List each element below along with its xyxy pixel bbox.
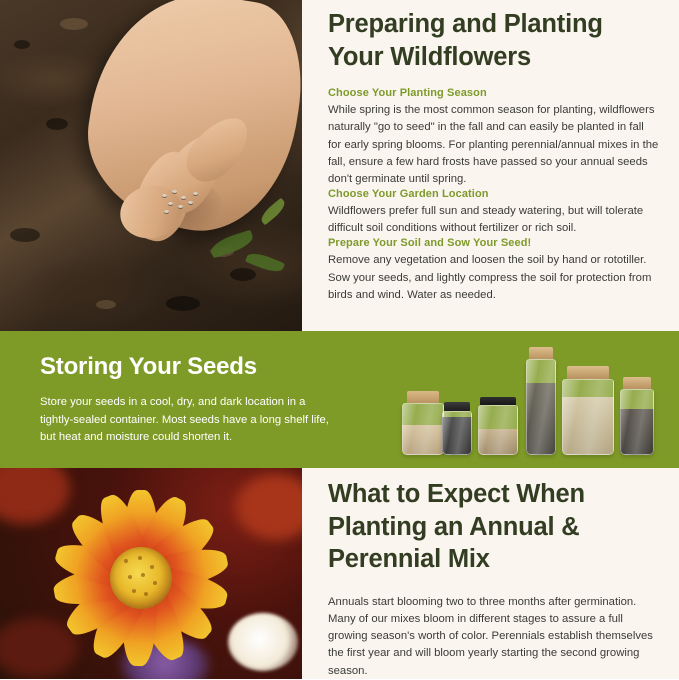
soil-clod	[10, 228, 40, 242]
seed-jar	[620, 389, 654, 455]
block-heading: Choose Your Garden Location	[328, 188, 489, 201]
jar-cork	[407, 391, 439, 403]
section-three-text-column	[328, 478, 660, 680]
soil-clod	[166, 296, 200, 311]
jar-cork	[529, 347, 553, 359]
seed-jar	[562, 379, 614, 455]
blanket-flower	[36, 488, 246, 668]
soil-clod	[46, 118, 68, 130]
section-storing-your-seeds	[0, 331, 679, 468]
soil-highlight	[96, 300, 116, 309]
section-two-title: Storing Your Seeds	[40, 353, 257, 380]
seed-jar	[526, 359, 556, 455]
section-what-to-expect	[0, 468, 679, 679]
hand-sowing-seeds-in-soil-photo	[0, 0, 302, 331]
jar-lid	[480, 397, 516, 405]
jar-lid	[444, 402, 470, 411]
block-body: Wildflowers prefer full sun and steady watering, but will tolerate difficult soil conditions without fertilizer or rich soil.	[328, 205, 644, 235]
soil-clod	[230, 268, 256, 281]
section-three-body: Annuals start blooming two to three months after germination. Many of our mixes bloom in different stages to assure a full growing season's worth of color. Perennials establish themselves the first year and will bloom yearly starting the second growing season.	[328, 595, 653, 677]
block-body: Remove any vegetation and loosen the soil by hand or rototiller. Sow your seeds, and lightly compress the soil for protection from birds and wind. Water as needed.	[328, 254, 652, 301]
soil-clod	[14, 40, 30, 49]
section-two-text-column	[40, 353, 340, 447]
block-planting-season	[328, 87, 660, 188]
jar-cork	[567, 366, 609, 379]
block-prepare-soil	[328, 237, 660, 303]
section-three-title: What to Expect When Planting an Annual & Perennial Mix	[328, 480, 585, 574]
blanket-flower-closeup-photo	[0, 468, 302, 679]
flower-center	[110, 547, 172, 609]
soil-highlight	[60, 18, 88, 30]
section-one-title: Preparing and Planting Your Wildflowers	[328, 10, 603, 71]
block-heading: Choose Your Planting Season	[328, 87, 487, 100]
seeds-in-hand	[160, 190, 204, 216]
block-heading: Prepare Your Soil and Sow Your Seed!	[328, 237, 532, 250]
jar-cork	[623, 377, 651, 389]
seed-jar	[402, 403, 444, 455]
seed-jar	[478, 405, 518, 455]
glass-jars-of-seeds-photo	[380, 345, 660, 455]
seed-jar	[442, 411, 472, 455]
section-one-text-column	[328, 8, 660, 304]
block-garden-location	[328, 188, 660, 237]
block-body: While spring is the most common season for planting, wildflowers naturally "go to seed" in the fall and can easily be planted in fall for early spring blooms. For planting perennial/annual mixes in the fall, ensure a few hard frosts have passed so your annual seeds don't germinate until spring.	[328, 104, 659, 185]
section-two-body: Store your seeds in a cool, dry, and dark location in a tightly-sealed container. Most seeds have a long shelf life, but heat and moisture could shorten it.	[40, 396, 329, 443]
section-preparing-and-planting	[0, 0, 679, 331]
